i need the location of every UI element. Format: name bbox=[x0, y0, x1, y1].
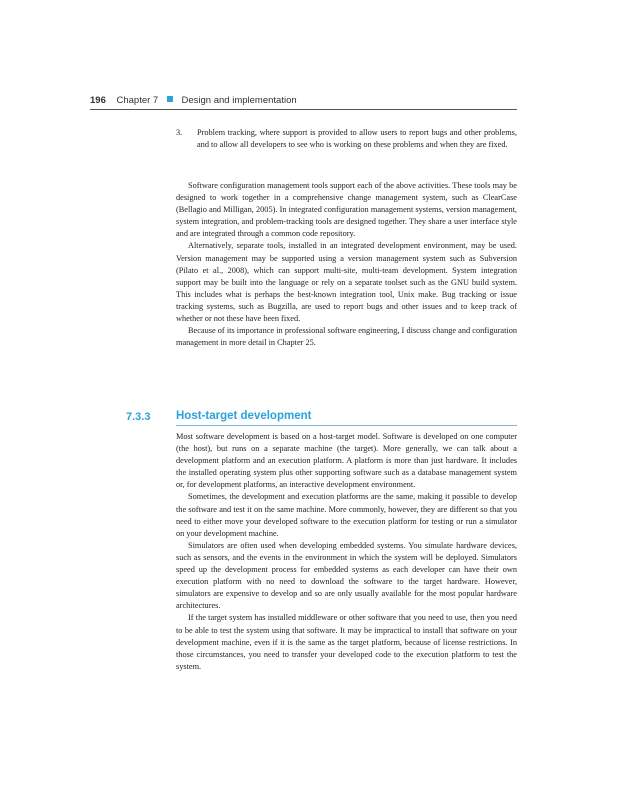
paragraph: Software configuration management tools support each of the above activities. These tools may be designed to work together in a comprehensive change management system, such as ClearCase (Bellagio and Milligan, 2005). In integrated configuration management systems, version management, system integration, and problem-tracking tools are designed together. They share a user interface style and are integrated through a common code repository. bbox=[176, 181, 517, 239]
list-item-number: 3. bbox=[176, 128, 183, 137]
chapter-label: Chapter 7 bbox=[116, 95, 159, 106]
section-number: 7.3.3 bbox=[126, 411, 151, 423]
header-rule bbox=[90, 109, 517, 110]
page-number: 196 bbox=[90, 95, 106, 106]
square-bullet-icon bbox=[167, 96, 173, 102]
paragraph: Sometimes, the development and execution platforms are the same, making it possible to develop the software and test it on the same machine. More commonly, however, they are different so that you need to either move your developed software to the execution platform for testing or run a simulator on your development machine. bbox=[176, 492, 517, 538]
paragraph: Most software development is based on a host-target model. Software is developed on one computer (the host), but runs on a separate machine (the target). More generally, we can talk about a development platform and an execution platform. A platform is more than just hardware. It includes the installed operating system plus other supporting software such as a database management system or, for development platforms, an interactive development environment. bbox=[176, 432, 517, 490]
paragraph: Simulators are often used when developing embedded systems. You simulate hardware devices, such as sensors, and the events in the environment in which the system will be deployed. Simulators speed up the development process for embedded systems as each developer can have their own execution platform with no need to download the software to the target hardware. However, simulators are expensive to develop and so are only usually available for the most popular hardware architectures. bbox=[176, 540, 517, 611]
section-rule bbox=[176, 425, 517, 426]
body-text-top bbox=[176, 180, 517, 349]
body-text-section bbox=[176, 431, 517, 673]
paragraph: Alternatively, separate tools, installed in an integrated development environment, may be used. Version management may be supported using a version management system such as Subversion (Pilato et al., 2008), which can support multi-site, multi-team development. System integration support may be built into the language or rely on a separate toolset such as the GNU build system. This includes what is perhaps the best-known integration tool, Unix make. Bug tracking or issue tracking systems, such as Bugzilla, are used to report bugs and other issues and to keep track of whether or not these have been fixed. bbox=[176, 241, 517, 324]
paragraph: If the target system has installed middleware or other software that you need to use, then you need to be able to test the system using that software. It may be impractical to install that software on your development machine, even if it is the same as the target platform, because of license restrictions. In those circumstances, you need to transfer your developed code to the execution platform to test the system. bbox=[176, 613, 517, 671]
section-title: Host-target development bbox=[176, 410, 312, 422]
paragraph: Because of its importance in professional software engineering, I discuss change and configuration management in more detail in Chapter 25. bbox=[176, 326, 517, 348]
chapter-title: Design and implementation bbox=[181, 95, 297, 106]
list-item bbox=[176, 127, 517, 151]
list-item-text: Problem tracking, where support is provided to allow users to report bugs and other problems, and to allow all developers to see who is working on these problems and when they are fixed. bbox=[197, 128, 517, 150]
running-header bbox=[90, 95, 517, 109]
